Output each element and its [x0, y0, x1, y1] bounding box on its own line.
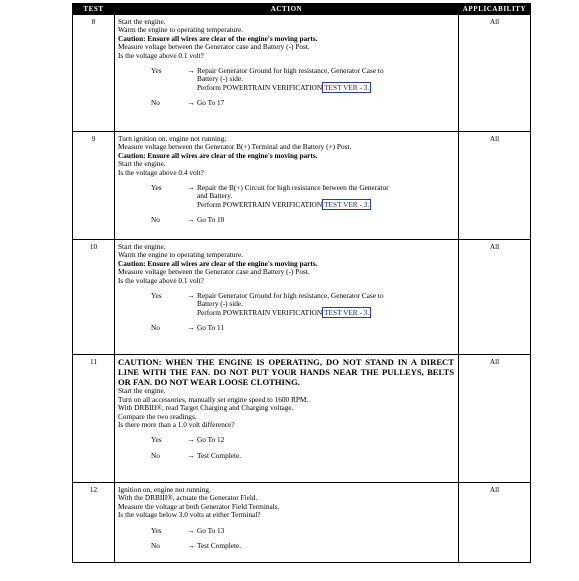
action-step: Warm the engine to operating temperature. [118, 250, 244, 260]
yes-branch [118, 292, 454, 317]
action-step: Compare the two readings. [118, 411, 197, 421]
action-step: Measure the voltage at both Generator Field Terminals. [118, 501, 280, 511]
no-result: Go To 17 [197, 98, 225, 108]
header-test: TEST [73, 4, 115, 15]
applicability-cell: All [459, 15, 531, 132]
action-step: Measure voltage between the Generator B(+) Terminal and the Battery (+) Post. [118, 142, 352, 152]
yes-result-line [197, 436, 454, 444]
action-step: Start the engine. [118, 17, 166, 26]
yes-result [197, 436, 454, 444]
diagnostic-test-table [72, 3, 531, 563]
applicability-cell: All [459, 355, 531, 483]
caution-line: Caution: Ensure all wires are clear of the engine's moving parts. [118, 258, 318, 268]
table-row [73, 132, 531, 240]
yes-result-text: Perform POWERTRAIN VERIFICATION [197, 307, 323, 317]
arrow-right-icon: → [187, 66, 195, 76]
yes-result [197, 527, 454, 535]
action-step: Start the engine. [118, 242, 166, 251]
yes-result-text: Battery (-) side. [197, 299, 243, 309]
action-cell [115, 240, 459, 355]
arrow-right-icon: → [187, 525, 195, 535]
action-step: Measure voltage between the Generator case and Battery (-) Post. [118, 42, 310, 52]
test-number: 9 [73, 132, 115, 240]
test-ver-3-link[interactable]: TEST VER - 3. [324, 82, 370, 92]
no-result: Test Complete. [197, 541, 242, 551]
action-cell [115, 15, 459, 132]
action-step: Turn ignition on, engine not running. [118, 134, 227, 143]
test-ver-3-link[interactable]: TEST VER - 3. [324, 307, 370, 317]
no-label: No [151, 541, 160, 551]
fan-caution-text: CAUTION: WHEN THE ENGINE IS OPERATING, DO NOT STAND IN A DIRECT LINE WITH THE FAN. DO NOT PUT YOUR HANDS NEAR THE PULLEYS, BELTS OR FAN. DO NOT WEAR LOOSE CLOTHING. [118, 357, 454, 387]
yes-label: Yes [151, 291, 162, 301]
caution-line: Caution: Ensure all wires are clear of the engine's moving parts. [118, 150, 318, 160]
yes-branch [118, 67, 454, 92]
yes-result-text: Repair Generator Ground for high resistance, Generator Case to [197, 291, 384, 301]
yes-result-line [197, 527, 454, 535]
action-step: With DRBIII®, read Target Charging and Charging voltage. [118, 403, 294, 413]
yes-result-text: Repair the B(+) Circuit for high resistance between the Generator [197, 183, 389, 193]
action-step: Start the engine. [118, 386, 166, 396]
table-row [73, 240, 531, 355]
no-branch [118, 99, 454, 107]
arrow-right-icon: → [187, 323, 195, 333]
yes-result-text: Go To 12 [197, 435, 225, 445]
action-step: Is the voltage above 0.1 volt? [118, 50, 204, 60]
yes-result [197, 292, 454, 317]
action-step: Is there more than a 1.0 volt difference? [118, 420, 235, 430]
no-label: No [151, 98, 160, 108]
yes-label: Yes [151, 525, 162, 535]
test-number: 10 [73, 240, 115, 355]
yes-result-line [197, 201, 454, 209]
yes-branch [118, 184, 454, 209]
action-step: Measure voltage between the Generator case and Battery (-) Post. [118, 267, 310, 277]
test-number: 8 [73, 15, 115, 132]
table-body [73, 15, 531, 563]
action-step: With the DRBIII®, actuate the Generator Field. [118, 493, 258, 503]
test-ver-3-link[interactable]: TEST VER - 3. [324, 199, 370, 209]
yes-result-text: and Battery. [197, 191, 233, 201]
yes-result-line [197, 309, 454, 317]
no-result: Go To 11 [197, 323, 225, 333]
yes-label: Yes [151, 183, 162, 193]
yes-result-text: Repair Generator Ground for high resistance, Generator Case to [197, 66, 384, 76]
action-step: Start the engine. [118, 159, 166, 169]
no-result: Test Complete. [197, 450, 242, 460]
no-result: Go To 10 [197, 215, 225, 225]
yes-result [197, 67, 454, 92]
header-action: ACTION [115, 4, 459, 15]
applicability-cell: All [459, 132, 531, 240]
no-branch [118, 452, 454, 460]
no-branch [118, 542, 454, 550]
yes-result-line [197, 184, 454, 192]
yes-branch [118, 527, 454, 535]
header-applicability: APPLICABILITY [459, 4, 531, 15]
arrow-right-icon: → [187, 215, 195, 225]
arrow-right-icon: → [187, 183, 195, 193]
applicability-cell: All [459, 483, 531, 563]
action-cell [115, 483, 459, 563]
yes-label: Yes [151, 66, 162, 76]
yes-result-text: Perform POWERTRAIN VERIFICATION [197, 82, 323, 92]
caution-line: Caution: Ensure all wires are clear of the engine's moving parts. [118, 33, 318, 43]
yes-branch [118, 436, 454, 444]
test-number: 11 [73, 355, 115, 483]
action-step: Is the voltage above 0.4 volt? [118, 167, 204, 177]
arrow-right-icon: → [187, 98, 195, 108]
action-step: Is the voltage below 3.0 volts at either Terminal? [118, 510, 261, 520]
action-step: Is the voltage above 0.1 volt? [118, 275, 204, 285]
no-label: No [151, 323, 160, 333]
no-label: No [151, 215, 160, 225]
yes-result-text: Perform POWERTRAIN VERIFICATION [197, 199, 323, 209]
arrow-right-icon: → [187, 291, 195, 301]
table-header-row [73, 4, 531, 15]
action-step: Turn on all accessories, manually set engine speed to 1600 RPM. [118, 394, 309, 404]
arrow-right-icon: → [187, 450, 195, 460]
yes-label: Yes [151, 435, 162, 445]
no-branch [118, 216, 454, 224]
no-branch [118, 324, 454, 332]
arrow-right-icon: → [187, 435, 195, 445]
diagnostic-test-table-container [72, 3, 530, 563]
test-number: 12 [73, 483, 115, 563]
yes-result [197, 184, 454, 209]
action-cell [115, 355, 459, 483]
table-row [73, 15, 531, 132]
applicability-cell: All [459, 240, 531, 355]
action-step: Warm the engine to operating temperature. [118, 25, 244, 35]
action-step: Ignition on, engine not running. [118, 485, 211, 494]
arrow-right-icon: → [187, 541, 195, 551]
table-row [73, 483, 531, 563]
table-row [73, 355, 531, 483]
yes-result-text: Battery (-) side. [197, 74, 243, 84]
action-cell [115, 132, 459, 240]
yes-result-line [197, 84, 454, 92]
no-label: No [151, 450, 160, 460]
yes-result-text: Go To 13 [197, 525, 225, 535]
